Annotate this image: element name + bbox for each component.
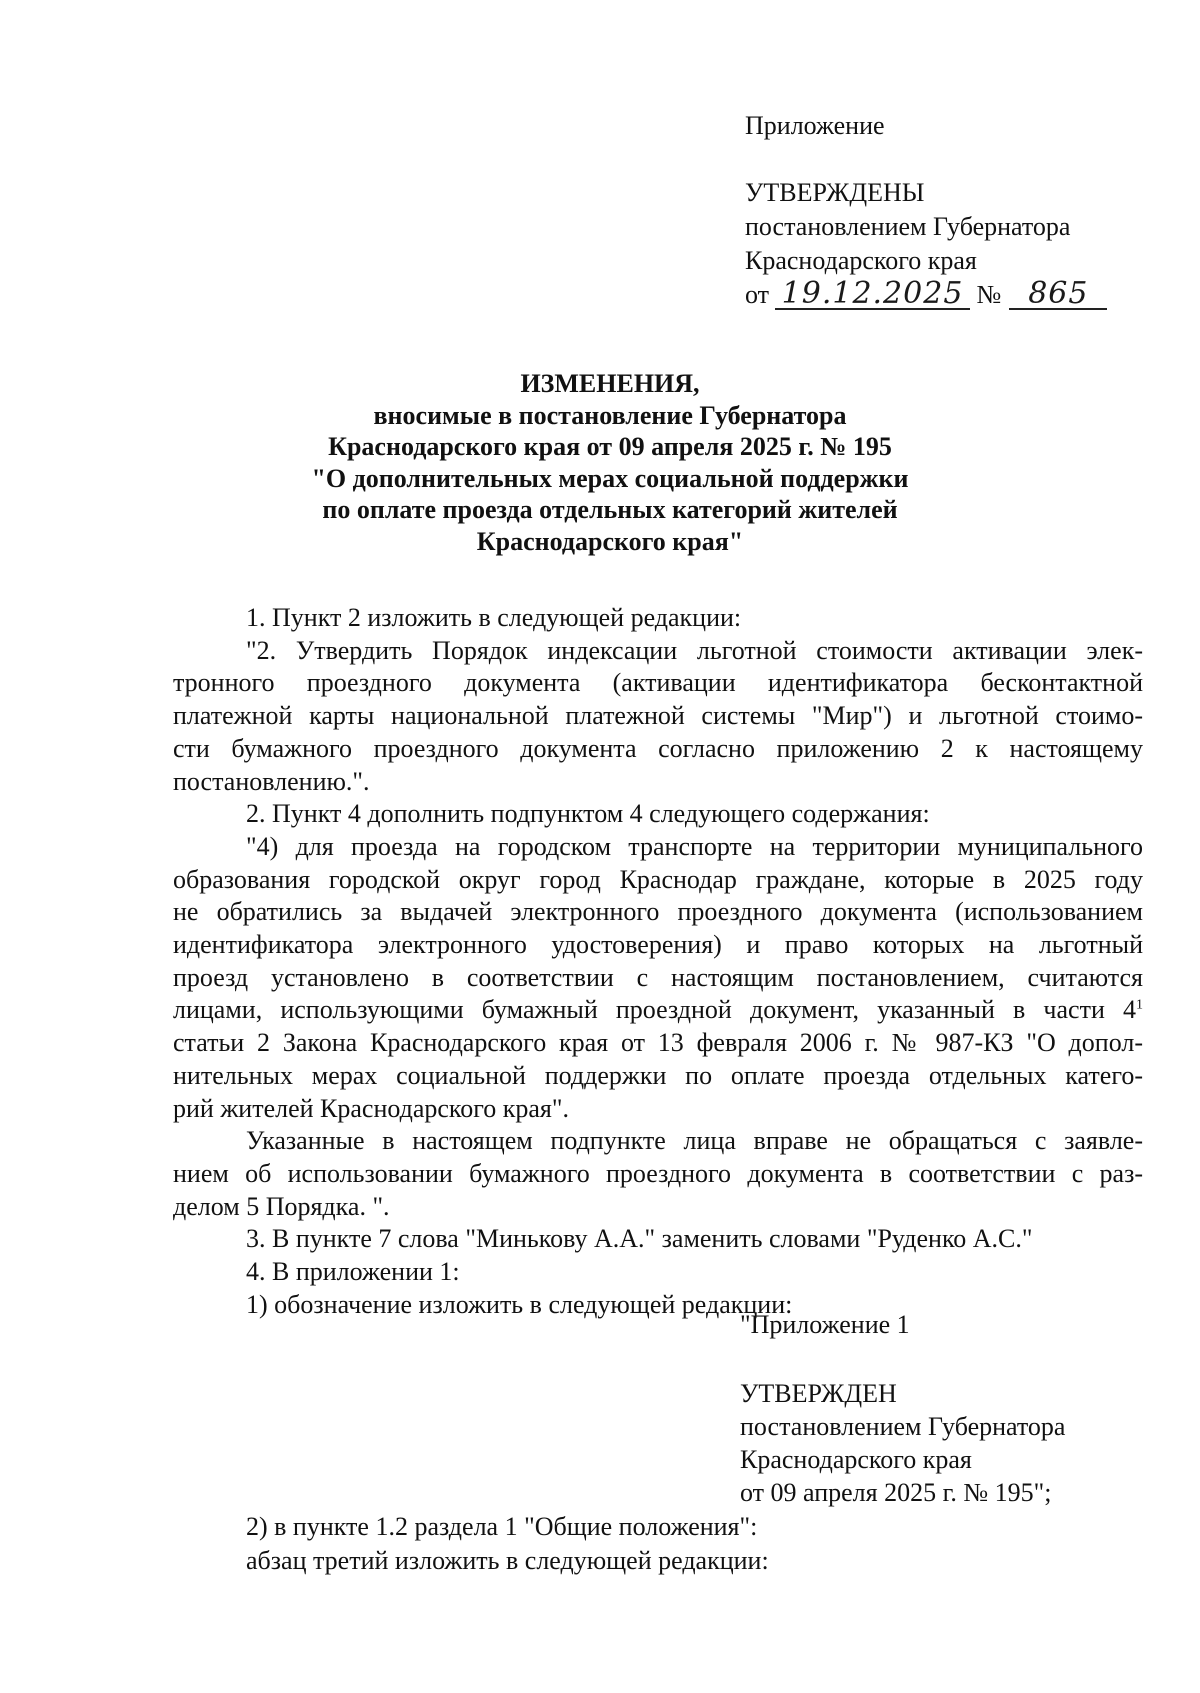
paragraph-2-line: сти бумажного проездного документа согласно приложению 2 к настоящему <box>173 733 1143 763</box>
title-line-4: "О дополнительных мерах социальной поддержки <box>311 463 909 493</box>
paragraph-4-line: образования городской округ город Краснодар граждане, которые в 2025 году <box>173 864 1143 894</box>
title-line-5: по оплате проезда отдельных категорий жителей <box>322 495 898 524</box>
paragraph-4-line: "4) для проезда на городском транспорте на территории муниципального <box>246 831 1143 861</box>
paragraph-5-line: нием об использовании бумажного проездного документа в соответствии с раз- <box>173 1158 1143 1188</box>
paragraph-7: 4. В приложении 1: <box>246 1257 460 1287</box>
paragraph-4-line: нительных мерах социальной поддержки по оплате проезда отдельных катего- <box>173 1060 1143 1090</box>
paragraph-2-line: платежной карты национальной платежной системы "Мир") и льготной стоимо- <box>173 701 1143 731</box>
approval-stamp <box>745 176 1107 312</box>
paragraph-2-line: тронного проездного документа (активации идентификатора бесконтактной <box>173 668 1143 698</box>
date-number-line <box>745 278 1107 312</box>
paragraph-4-line: рий жителей Краснодарского края". <box>173 1093 570 1123</box>
paragraph-4-line <box>173 994 1143 1027</box>
paragraph-4-line: идентификатора электронного удостоверения) и право которых на льготный <box>173 930 1143 960</box>
handwritten-date: 19.12.2025 <box>775 280 970 310</box>
appendix-label: Приложение <box>745 111 885 140</box>
inner-decree-label: постановлением Губернатора <box>740 1412 1066 1441</box>
number-label: № <box>976 280 1002 309</box>
document-body <box>173 602 1143 1321</box>
inner-date-line: от 09 апреля 2025 г. № 195"; <box>740 1478 1052 1507</box>
inner-region-label: Краснодарского края <box>740 1445 972 1474</box>
from-label: от <box>745 280 770 309</box>
paragraph-4-line: проезд установлено в соответствии с настоящим постановлением, считаются <box>173 962 1143 992</box>
paragraph-5 <box>173 1125 1143 1223</box>
paragraph-4-line: не обратились за выдачей электронного проездного документа (использованием <box>173 897 1143 927</box>
inner-appendix-label: "Приложение 1 <box>740 1310 910 1339</box>
paragraph-3: 2. Пункт 4 дополнить подпунктом 4 следующего содержания: <box>246 799 930 829</box>
region-label: Краснодарского края <box>745 246 977 275</box>
paragraph-2 <box>173 635 1143 799</box>
title-line-1: ИЗМЕНЕНИЯ, <box>520 369 700 398</box>
paragraph-8: 1) обозначение изложить в следующей редакции: <box>246 1289 793 1319</box>
approved-label: УТВЕРЖДЕНЫ <box>745 178 925 207</box>
inner-approved-label: УТВЕРЖДЕН <box>740 1379 897 1408</box>
title-line-3: Краснодарского края от 09 апреля 2025 г. № 195 <box>328 432 892 461</box>
superscript: 1 <box>1136 997 1143 1013</box>
paragraph-10: абзац третий изложить в следующей редакции: <box>246 1546 769 1575</box>
tail-paragraphs <box>246 1510 769 1578</box>
title-line-2: вносимые в постановление Губернатора <box>373 400 847 430</box>
inner-approval-stamp <box>740 1377 1180 1509</box>
paragraph-9: 2) в пункте 1.2 раздела 1 "Общие положения": <box>246 1512 758 1541</box>
paragraph-4-line-text: лицами, использующими бумажный проездной документ, указанный в части 4 <box>173 995 1136 1025</box>
handwritten-number: 865 <box>1009 280 1107 310</box>
title-line-6: Краснодарского края" <box>476 526 744 556</box>
paragraph-2-line: постановлению.". <box>173 766 370 796</box>
paragraph-5-line: делом 5 Порядка. ". <box>173 1191 390 1221</box>
paragraph-1: 1. Пункт 2 изложить в следующей редакции: <box>246 603 742 632</box>
paragraph-5-line: Указанные в настоящем подпункте лица вправе не обращаться с заявле- <box>246 1126 1143 1156</box>
document-title <box>0 368 1200 557</box>
paragraph-4 <box>173 831 1143 1125</box>
paragraph-2-line: "2. Утвердить Порядок индексации льготной стоимости активации элек- <box>246 635 1143 665</box>
paragraph-4-line: статьи 2 Закона Краснодарского края от 13 февраля 2006 г. № 987-КЗ "О допол- <box>173 1028 1143 1058</box>
paragraph-6: 3. В пункте 7 слова "Минькову А.А." заменить словами "Руденко А.С." <box>246 1224 1033 1254</box>
decree-label: постановлением Губернатора <box>745 212 1071 241</box>
